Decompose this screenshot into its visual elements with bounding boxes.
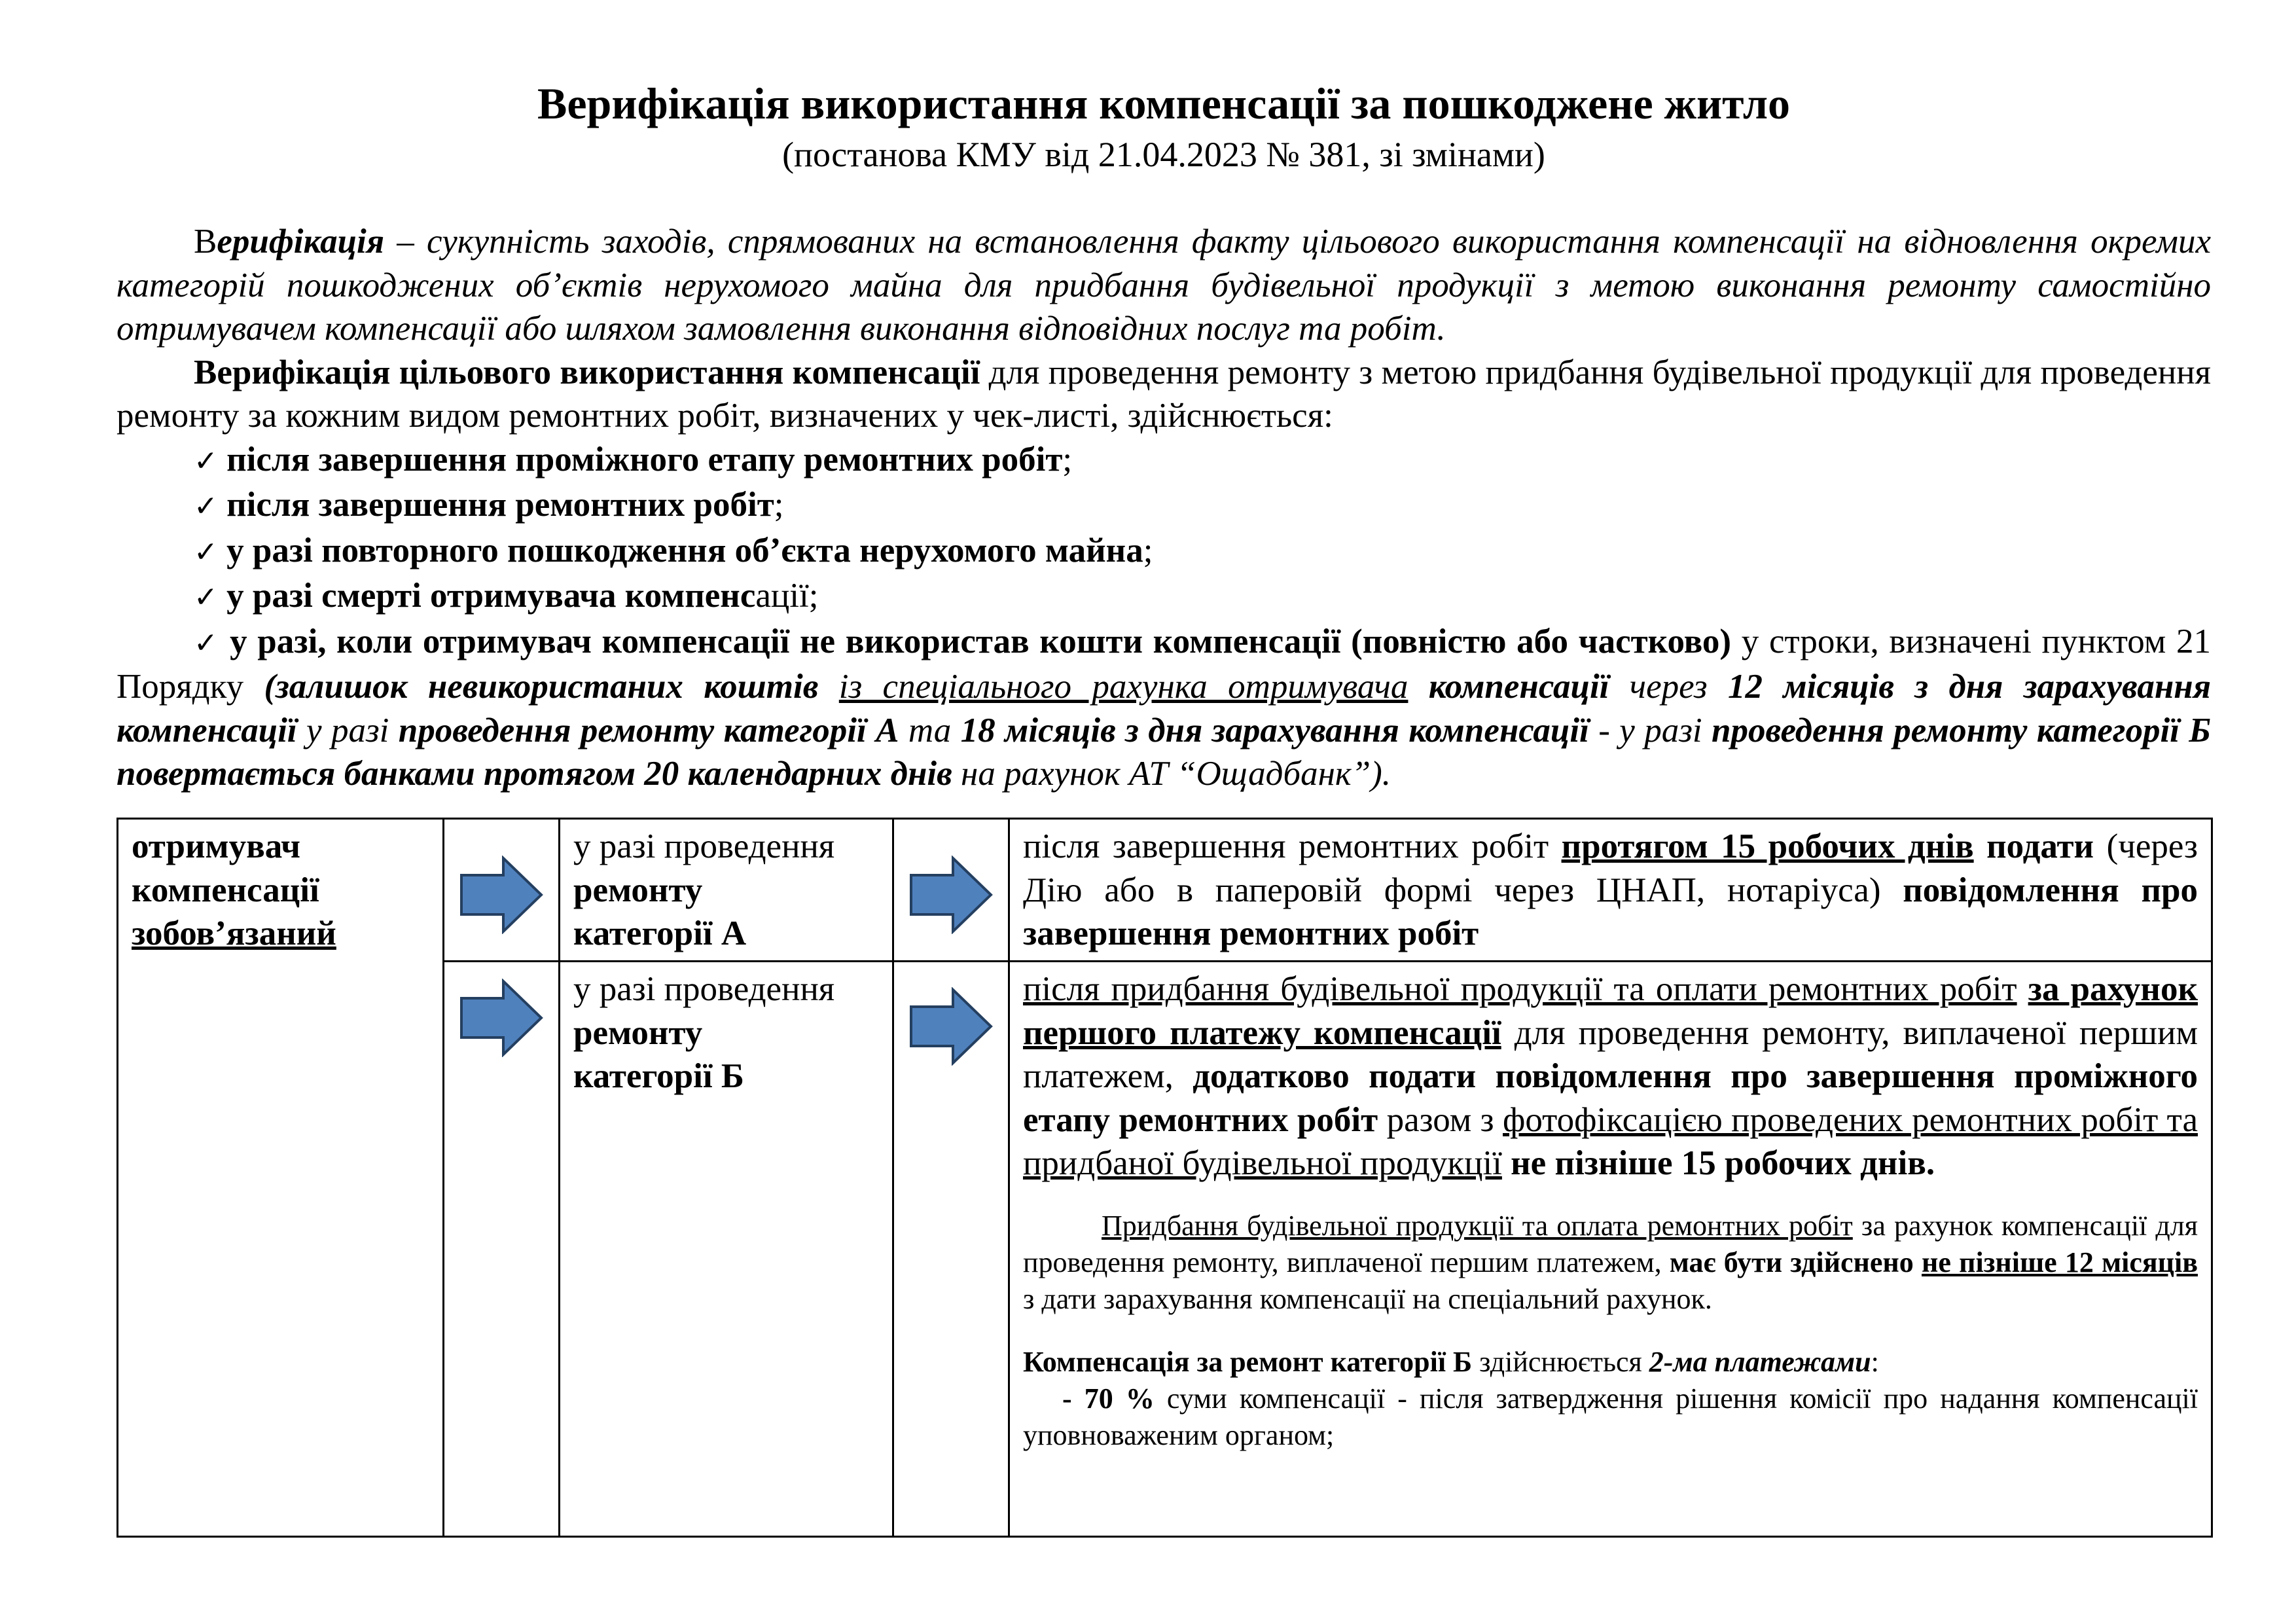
in-case-word: - у разі xyxy=(1588,711,1712,749)
in-case-word: у разі xyxy=(296,711,399,749)
definition-text: – сукупність заходів, спрямованих на встановлення факту цільового використання компенсації на відновлення окремих категорій пошкоджених об’єктів нерухомого майна для придбання будівельної продукції з метою виконання ремонту самостійно отримувачем компенсації або шляхом замовлення виконання відповідних послуг та робіт. xyxy=(117,223,2211,348)
colon: : xyxy=(1871,1345,1879,1378)
table-row xyxy=(118,819,2212,962)
deadline-15-days: протягом 15 робочих днів xyxy=(1561,827,1974,865)
first-payment-source: за рахунок першого платежу компенсації xyxy=(1023,970,2198,1052)
category-b-action-text xyxy=(1023,967,2198,1185)
checkmark-icon: ✓ xyxy=(194,626,220,660)
page-subtitle: (постанова КМУ від 21.04.2023 № 381, зі змінами) xyxy=(782,135,1545,174)
right-arrow-icon xyxy=(908,987,994,1066)
payments-paragraph xyxy=(1023,1344,2198,1380)
subject-line: отримувач xyxy=(132,827,300,865)
payment-item xyxy=(1023,1380,2198,1454)
checklist-item-end: ації; xyxy=(755,577,819,615)
category-b-cell xyxy=(560,962,893,1537)
payment-percent: - 70 % xyxy=(1062,1382,1155,1415)
note-text: за рахунок компенсації для проведення ремонту, виплаченої першим платежем, xyxy=(1023,1209,2198,1278)
verification-paragraph xyxy=(117,351,2211,438)
checkmark-icon: ✓ xyxy=(194,444,218,478)
note-paragraph xyxy=(1023,1208,2198,1318)
action-text: для проведення ремонту, виплаченої першим платежем, xyxy=(1023,1013,2198,1095)
category-a-action-cell xyxy=(1009,819,2212,962)
checklist-item-refund xyxy=(117,620,2211,796)
category-prefix: у разі проведення xyxy=(573,970,835,1008)
action-text: після завершення ремонтних робіт xyxy=(1023,827,1562,865)
checklist-item-end: ; xyxy=(1062,440,1073,478)
note-must-be-done: має бути здійснено xyxy=(1669,1246,1914,1278)
verification-text: для проведення ремонту з метою придбання будівельної продукції для проведення ремонту за кожним видом ремонтних робіт, визначених у чек-листі, здійснюється: xyxy=(117,353,2211,435)
checklist-item-text: після завершення проміжного етапу ремонтних робіт xyxy=(226,440,1063,478)
special-account-text: із спеціального рахунка отримувача xyxy=(838,668,1408,706)
obligations-table xyxy=(117,818,2213,1538)
purchase-condition: після придбання будівельної продукції та оплати ремонтних робіт xyxy=(1023,970,2017,1008)
checklist-item-text: у разі повторного пошкодження об’єкта нерухомого майна xyxy=(226,531,1143,569)
definition-paragraph xyxy=(117,220,2211,351)
and-word: та xyxy=(899,711,961,749)
deadline-15-days: не пізніше 15 робочих днів. xyxy=(1501,1144,1935,1182)
subject-cell xyxy=(118,819,444,1537)
term-18-months: 18 місяців з дня зарахування компенсації xyxy=(960,711,1589,749)
checklist-item xyxy=(117,438,2211,484)
together-with: разом з xyxy=(1378,1100,1503,1139)
category-b-refund: проведення ремонту категорії Б повертається банками протягом 20 календарних днів xyxy=(117,711,2212,793)
category-b-action-cell xyxy=(1009,962,2212,1537)
category-a-repair: проведення ремонту категорії А xyxy=(398,711,899,749)
space xyxy=(2017,970,2028,1008)
definition-term: ерифікація xyxy=(217,223,385,261)
category-b-label: категорії Б xyxy=(573,1057,744,1095)
checklist-item-end: ; xyxy=(774,486,784,524)
subject-line: компенсації xyxy=(132,871,319,909)
checklist-item-end: ; xyxy=(1143,531,1153,569)
note-12-months: не пізніше 12 місяців xyxy=(1922,1246,2198,1278)
checklist-item xyxy=(117,574,2211,620)
right-arrow-icon xyxy=(908,856,994,934)
checklist-item xyxy=(117,529,2211,575)
category-prefix: у разі проведення xyxy=(573,827,835,865)
note-text: з дати зарахування компенсації на спеціальний рахунок. xyxy=(1023,1282,1712,1315)
checkmark-icon: ✓ xyxy=(194,581,218,614)
right-arrow-icon xyxy=(459,856,544,934)
interim-notice: додатково подати повідомлення про завершення проміжного етапу ремонтних робіт xyxy=(1023,1057,2198,1139)
space xyxy=(818,668,838,706)
oschadbank-account: на рахунок АТ “Ощадбанк”). xyxy=(952,755,1391,793)
arrow-cell xyxy=(444,819,560,962)
checklist-item-text: у разі смерті отримувача компенс xyxy=(226,577,756,615)
payments-text: здійснюється xyxy=(1472,1345,1649,1378)
subject-obligated: зобов’язаний xyxy=(132,914,336,952)
submit-word: подати xyxy=(1973,827,2094,865)
submission-channels: (через Дію або в паперовій формі через ЦНАП, нотаріуса) xyxy=(1023,827,2198,909)
checklist-item xyxy=(117,483,2211,529)
category-line: ремонту xyxy=(573,871,703,909)
photo-fixation: фотофіксацією проведених ремонтних робіт та придбаної будівельної продукції xyxy=(1023,1100,2198,1182)
refund-terms: у строки, визначені пунктом 21 Порядку xyxy=(117,622,2212,706)
right-arrow-icon xyxy=(459,979,544,1057)
two-payments: 2-ма платежами xyxy=(1649,1345,1871,1378)
arrow-cell xyxy=(444,962,560,1537)
category-a-label: категорії А xyxy=(573,914,747,952)
term-12-months: 12 місяців з дня зарахування компенсації xyxy=(117,668,2212,749)
checkmark-icon: ✓ xyxy=(194,490,218,523)
payments-heading: Компенсація за ремонт категорії Б xyxy=(1023,1345,1473,1378)
checkmark-icon: ✓ xyxy=(194,535,218,569)
completion-notice: повідомлення про завершення ремонтних робіт xyxy=(1023,871,2198,952)
arrow-cell xyxy=(893,962,1009,1537)
definition-first-letter: В xyxy=(194,223,217,261)
document-body xyxy=(117,220,2211,796)
page-title: Верифікація використання компенсації за пошкоджене житло xyxy=(537,79,1790,128)
checklist-item-text: у разі, коли отримувач компенсації не використав кошти компенсації (повністю або частково) xyxy=(230,622,1732,660)
verification-term: Верифікація цільового використання компенсації xyxy=(194,353,980,391)
category-a-cell xyxy=(560,819,893,962)
note-purchase: Придбання будівельної продукції та оплата ремонтних робіт xyxy=(1102,1209,1853,1242)
compensation-word: компенсації xyxy=(1408,668,1609,706)
arrow-cell xyxy=(893,819,1009,962)
category-line: ремонту xyxy=(573,1013,703,1052)
refund-remainder: (залишок невикористаних коштів xyxy=(264,668,819,706)
payment-text: суми компенсації - після затвердження рішення комісії про надання компенсації уповноваженим органом; xyxy=(1023,1382,2198,1451)
through-word: через xyxy=(1609,668,1728,706)
checklist-item-text: після завершення ремонтних робіт xyxy=(226,486,774,524)
space xyxy=(1914,1246,1922,1278)
